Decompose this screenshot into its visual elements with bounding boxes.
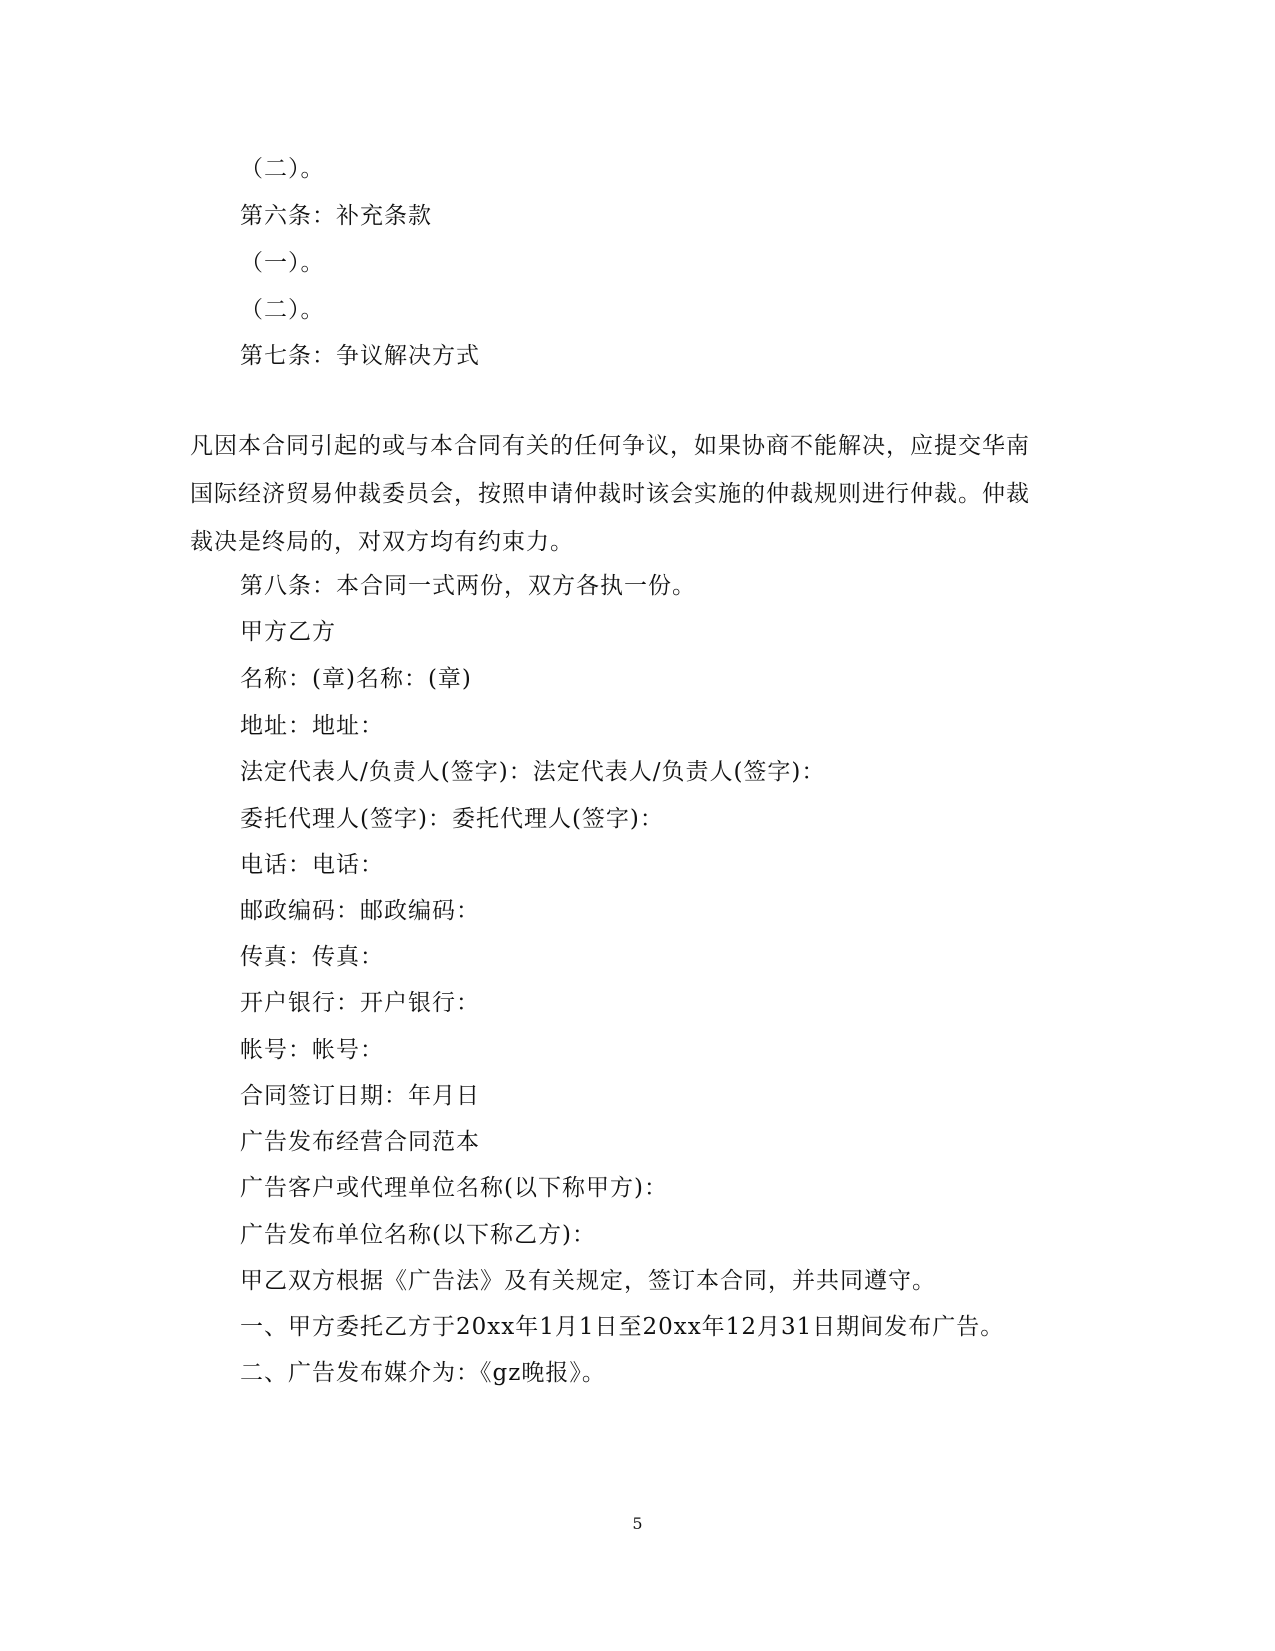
clause-item-2-repeat: （二）。 bbox=[240, 297, 325, 323]
media-line: 二、广告发布媒介为：《gz晚报》。 bbox=[240, 1360, 606, 1386]
postal-code-line: 邮政编码：邮政编码： bbox=[240, 898, 480, 924]
page-number: 5 bbox=[632, 1514, 643, 1533]
dispute-line-1: 凡因本合同引起的或与本合同有关的任何争议，如果协商不能解决，应提交华南 bbox=[190, 433, 1030, 459]
clause-item-2: （二）。 bbox=[240, 156, 325, 182]
article-8-line: 第八条：本合同一式两份，双方各执一份。 bbox=[240, 573, 696, 599]
signing-date-line: 合同签订日期：年月日 bbox=[240, 1083, 480, 1109]
article-7-heading: 第七条：争议解决方式 bbox=[240, 343, 480, 369]
fax-line: 传真：传真： bbox=[240, 944, 384, 970]
dispute-resolution-paragraph bbox=[190, 422, 1070, 566]
dispute-line-2: 国际经济贸易仲裁委员会，按照申请仲裁时该会实施的仲裁规则进行仲裁。仲裁 bbox=[190, 481, 1030, 507]
agreement-line: 甲乙双方根据《广告法》及有关规定，签订本合同，并共同遵守。 bbox=[240, 1268, 936, 1294]
name-line: 名称：(章)名称：(章) bbox=[240, 666, 472, 692]
party-heading-line: 甲方乙方 bbox=[240, 619, 336, 645]
contract-title-line: 广告发布经营合同范本 bbox=[240, 1129, 480, 1155]
party-a-line: 广告客户或代理单位名称(以下称甲方)： bbox=[240, 1175, 668, 1201]
article-6-heading: 第六条：补充条款 bbox=[240, 203, 432, 229]
bank-line: 开户银行：开户银行： bbox=[240, 990, 480, 1016]
legal-representative-line: 法定代表人/负责人(签字)：法定代表人/负责人(签字)： bbox=[240, 759, 826, 785]
clause-item-1: （一）。 bbox=[240, 250, 325, 276]
agent-line: 委托代理人(签字)：委托代理人(签字)： bbox=[240, 806, 664, 832]
address-line: 地址：地址： bbox=[240, 713, 384, 739]
dispute-line-3: 裁决是终局的，对双方均有约束力。 bbox=[190, 529, 574, 555]
account-line: 帐号：帐号： bbox=[240, 1037, 384, 1063]
phone-line: 电话：电话： bbox=[240, 852, 384, 878]
publishing-period-line: 一、甲方委托乙方于20xx年1月1日至20xx年12月31日期间发布广告。 bbox=[240, 1314, 1005, 1340]
party-b-line: 广告发布单位名称(以下称乙方)： bbox=[240, 1222, 596, 1248]
